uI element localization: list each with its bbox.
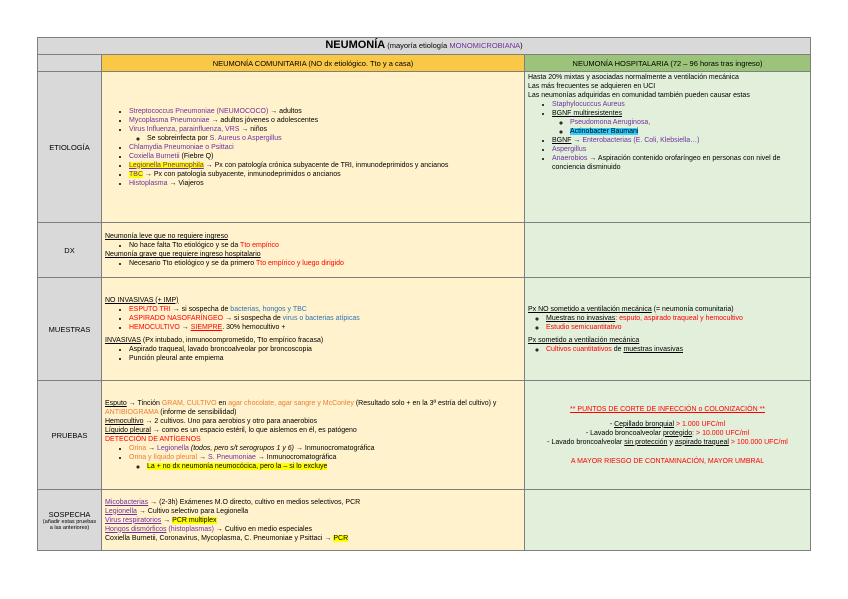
- text-fragment: S. Aureus o Aspergillus: [209, 134, 282, 142]
- list-item: [129, 323, 521, 332]
- text-fragment: Orina: [129, 445, 147, 452]
- list-item: [552, 136, 807, 145]
- text-fragment: ASPIRADO NASOFARÍNGEO: [129, 314, 224, 322]
- text-fragment: La + no dx neumonía neumocócica, pero la – si lo excluye: [147, 463, 328, 470]
- text-fragment: muestras invasivas: [623, 345, 683, 353]
- list-item: [129, 161, 521, 170]
- label-sospecha: [38, 490, 102, 551]
- title-main: NEUMONÍA: [325, 39, 386, 51]
- text-fragment: → Tinción: [126, 400, 162, 407]
- text-fragment: Enterobacterias (E. Coli, Klebsiella…): [582, 137, 700, 144]
- text-fragment: SIEMPRE: [190, 323, 223, 331]
- text-fragment: Anaerobios: [552, 155, 588, 162]
- dx-hospitalaria: [525, 223, 811, 278]
- list-item: [129, 259, 521, 268]
- row-pruebas: [38, 381, 811, 490]
- list-item: [570, 118, 807, 127]
- text-fragment: > 100.000 UFC/ml: [728, 438, 788, 446]
- text-fragment: PCR multiplex: [172, 516, 217, 524]
- text-fragment: Virus respiratorios: [105, 516, 162, 524]
- list-item: [129, 241, 521, 250]
- list-item: [129, 444, 521, 453]
- list-item: [147, 134, 521, 143]
- text-fragment: → si sospecha de: [170, 305, 231, 313]
- text-fragment: protegido: [662, 429, 693, 437]
- text-fragment: (informe de sensibilidad): [158, 409, 237, 416]
- text-fragment: Legionella: [105, 507, 137, 515]
- text-fragment: → Cultivo en medio especiales: [213, 525, 312, 533]
- text-fragment: Coxiella Burnetii: [129, 152, 180, 160]
- list-item: [129, 305, 521, 314]
- text-fragment: ESPUTO TRI: [129, 305, 171, 313]
- row-muestras: [38, 278, 811, 381]
- dx-heading: Neumonía leve que no requiere ingreso: [105, 233, 228, 240]
- label-muestras: MUESTRAS: [38, 278, 102, 381]
- text-fragment: → Aspiración contenido orofaríngeo en personas con nivel de conciencia disminuido: [552, 155, 781, 171]
- sospecha-line: [105, 498, 521, 507]
- text-fragment: bacterias, hongos y TBC: [230, 305, 307, 313]
- pruebas-right-note: A MAYOR RIESGO DE CONTAMINACIÓN, MAYOR UMBRAL: [570, 457, 765, 465]
- etio-right-line: Hasta 20% mixtas y asociadas normalmente a ventilación mecánica: [528, 74, 739, 81]
- list-item: [129, 152, 521, 161]
- text-fragment: Hongos dismórficos: [105, 525, 167, 533]
- text-fragment: BGNF multiresistentes: [552, 110, 623, 117]
- text-fragment: Aspergillus: [552, 146, 587, 153]
- list-item: [129, 116, 521, 125]
- list-item: [129, 170, 521, 179]
- etio-right-line: Las más frecuentes se adquieren en UCI: [528, 83, 656, 90]
- label-sospecha-note: (añadir estas pruebas a las anteriores): [42, 518, 97, 531]
- puntos-corte-title: ** PUNTOS DE CORTE DE INFECCIÓN o COLONIZACIÓN **: [570, 405, 766, 413]
- text-fragment: →: [197, 454, 208, 461]
- text-fragment: Actinobacter Baumani: [570, 128, 639, 135]
- header-row: [38, 55, 811, 72]
- text-fragment: → si sospecha de: [223, 314, 283, 322]
- label-sospecha-text: SOSPECHA: [48, 509, 91, 519]
- text-fragment: Staphylocuccus Aureus: [552, 101, 625, 108]
- text-fragment: de: [611, 345, 624, 353]
- table-title: [38, 38, 811, 55]
- text-fragment: Muestras no invasivas: [546, 314, 616, 322]
- pruebas-right-line: [528, 438, 807, 447]
- text-fragment: Micobacterias: [105, 498, 149, 506]
- text-fragment: → Viajeros: [167, 179, 204, 187]
- list-item: [552, 100, 807, 109]
- pruebas-hospitalaria: [525, 381, 811, 490]
- text-fragment: (todos, pero s/t serogrupos 1 y 6): [188, 445, 294, 452]
- text-fragment: (Fiebre Q): [179, 152, 214, 160]
- list-item: [129, 143, 521, 152]
- title-sub-prefix: (mayoría etiología: [387, 41, 450, 50]
- text-fragment: (Px intubado, inmunocomprometido, Tto empírico fracasa): [140, 336, 324, 344]
- sospecha-line: [105, 534, 521, 543]
- text-fragment: Legionella Pneumophila: [129, 161, 204, 169]
- text-fragment: → niños: [239, 125, 268, 133]
- text-fragment: PCR: [333, 534, 349, 542]
- text-fragment: agar chocolate, agar sangre y McConley: [228, 400, 354, 407]
- text-fragment: →: [571, 137, 583, 144]
- etio-left-list: [105, 107, 521, 188]
- text-fragment: → Px con patología crónica subyacente de TRI, inmunodeprimidos y ancianos: [203, 161, 449, 169]
- etio-right-line: Las neumonías adquiridas en comunidad también pueden causar estas: [528, 92, 750, 99]
- text-fragment: TBC: [129, 170, 143, 178]
- list-item: [570, 127, 807, 136]
- sospecha-comunitaria: [102, 490, 525, 551]
- text-fragment: -: [609, 420, 615, 428]
- sospecha-line: [105, 507, 521, 516]
- text-fragment: GRAM, CULTIVO: [161, 400, 217, 407]
- pruebas-line: [105, 417, 521, 426]
- label-pruebas: PRUEBAS: [38, 381, 102, 490]
- text-fragment: Tto empírico y luego dirigido: [255, 260, 344, 267]
- pruebas-line: [105, 426, 521, 435]
- text-fragment: Líquido pleural: [105, 427, 151, 434]
- muestras-hospitalaria: [525, 278, 811, 381]
- list-item: [546, 345, 807, 354]
- list-item: [147, 462, 521, 471]
- muestras-right-heading: Px sometido a ventilación mecánica: [528, 336, 640, 344]
- text-fragment: : > 10.000 UFC/ml: [692, 429, 750, 437]
- text-fragment: Aspirado traqueal, lavado broncoalveolar por broncoscopia: [129, 345, 312, 353]
- text-fragment: →: [161, 516, 173, 524]
- text-fragment: . 30% hemocultivo +: [222, 323, 286, 331]
- text-fragment: Tto empírico: [240, 242, 279, 249]
- header-comunitaria: NEUMONÍA COMUNITARIA (NO dx etiológico. Tto y a casa): [102, 55, 525, 72]
- text-fragment: → Px con patología subyacente, inmunodeprimidos o ancianos: [143, 170, 341, 178]
- muestras-heading: [105, 336, 521, 345]
- row-etiologia: [38, 72, 811, 223]
- text-fragment: → Inmunocromatográfica: [255, 454, 337, 461]
- text-fragment: sin protección: [624, 438, 668, 446]
- text-fragment: Estudio semicuantitativo: [546, 323, 622, 331]
- header-corner: [38, 55, 102, 72]
- text-fragment: y: [667, 438, 675, 446]
- text-fragment: (histoplasmas): [166, 525, 214, 533]
- text-fragment: > 1.000 UFC/ml: [674, 420, 726, 428]
- text-fragment: Px NO sometido a ventilación mecánica: [528, 305, 652, 313]
- text-fragment: Coxiella Burnetii, Coronavirus, Mycoplasma, C. Pneumoniae y Psittaci: [105, 534, 323, 542]
- title-sub-highlight: MONOMICROBIANA: [449, 41, 521, 50]
- title-row: [38, 38, 811, 55]
- pruebas-line: DETECCIÓN DE ANTÍGENOS: [105, 436, 201, 443]
- header-hospitalaria: NEUMONÍA HOSPITALARIA (72 – 96 horas tras ingreso): [525, 55, 811, 72]
- title-sub-suffix: ): [520, 41, 523, 50]
- text-fragment: Chlamydia Pneumoniae o Psittaci: [129, 143, 234, 151]
- text-fragment: (= neumonía comunitaria): [651, 305, 734, 313]
- text-fragment: →: [146, 445, 158, 452]
- dx-comunitaria: [102, 223, 525, 278]
- text-fragment: en: [216, 400, 229, 407]
- text-fragment: → adultos: [268, 107, 302, 115]
- text-fragment: Pseudomona Aeruginosa,: [570, 119, 651, 126]
- pruebas-right-line: [528, 420, 807, 429]
- list-item: [129, 107, 521, 116]
- text-fragment: HEMOCULTIVO: [129, 323, 180, 331]
- text-fragment: Streptococcus Pneumoniae (NEUMOCOCO): [129, 107, 269, 115]
- sospecha-hospitalaria: [525, 490, 811, 551]
- text-fragment: INVASIVAS: [105, 336, 141, 344]
- neumonia-table: [37, 37, 811, 551]
- muestras-heading: NO INVASIVAS (+ IMP): [105, 296, 179, 304]
- muestras-comunitaria: [102, 278, 525, 381]
- sospecha-line: [105, 516, 521, 525]
- list-item: [129, 314, 521, 323]
- dx-heading: Neumonía grave que requiere ingreso hospitalario: [105, 251, 261, 258]
- text-fragment: → Inmunocromatográfica: [294, 445, 375, 452]
- sospecha-line: [105, 525, 521, 534]
- text-fragment: → como es un espacio estéril, lo que aislemos en él, es patógeno: [150, 427, 357, 434]
- text-fragment: → Cultivo selectivo para Legionella: [136, 507, 249, 515]
- list-item: [552, 109, 807, 136]
- text-fragment: Se sobreinfecta por: [147, 134, 210, 142]
- text-fragment: → 2 cultivos. Uno para aerobios y otro para anaerobios: [143, 418, 318, 425]
- text-fragment: (Resultado solo + en la 3ª estría del cultivo) y: [353, 400, 497, 407]
- pruebas-comunitaria: [102, 381, 525, 490]
- text-fragment: Legionella: [157, 445, 189, 452]
- text-fragment: Necesario Tto etiológico y se da primero: [129, 260, 256, 267]
- pruebas-line: [105, 399, 521, 417]
- etio-right-list: [528, 100, 807, 172]
- text-fragment: → (2-3h) Exámenes M.O directo, cultivo en medios selectivos, PCR: [148, 498, 361, 506]
- text-fragment: Punción pleural ante empiema: [129, 354, 224, 362]
- text-fragment: BGNF: [552, 137, 572, 144]
- text-fragment: →: [179, 323, 191, 331]
- row-sospecha: [38, 490, 811, 551]
- list-item: [552, 154, 807, 172]
- text-fragment: Mycoplasma Pneumoniae: [129, 116, 210, 124]
- list-item: [546, 314, 807, 323]
- text-fragment: Histoplasma: [129, 179, 168, 187]
- text-fragment: - Lavado broncoalveolar: [547, 438, 625, 446]
- list-item: [129, 345, 521, 354]
- text-fragment: Cepillado bronquial: [614, 420, 675, 428]
- text-fragment: → adultos jóvenes o adolescentes: [209, 116, 319, 124]
- text-fragment: →: [322, 534, 334, 542]
- text-fragment: virus o bacterias atípicas: [282, 314, 360, 322]
- list-item: [129, 179, 521, 188]
- text-fragment: Orina y líquido pleural: [129, 454, 198, 461]
- row-dx: [38, 223, 811, 278]
- etiologia-hospitalaria: [525, 72, 811, 223]
- text-fragment: aspirado traqueal: [674, 438, 729, 446]
- text-fragment: No hace falta Tto etiológico y se da: [129, 242, 241, 249]
- pruebas-right-line: [528, 429, 807, 438]
- text-fragment: Virus Influenza, parainfluenza, VRS: [129, 125, 240, 133]
- list-item: [129, 354, 521, 363]
- list-item: [552, 145, 807, 154]
- label-dx: DX: [38, 223, 102, 278]
- muestras-right-heading: [528, 305, 807, 314]
- label-etiologia: ETIOLOGÍA: [38, 72, 102, 223]
- list-item: [129, 125, 521, 143]
- text-fragment: Cultivos cuantitativos: [546, 345, 612, 353]
- list-item: [546, 323, 807, 332]
- text-fragment: Hemocultivo: [105, 418, 144, 425]
- text-fragment: Esputo: [105, 400, 127, 407]
- list-item: [129, 453, 521, 471]
- text-fragment: - Lavado broncoalveolar: [585, 429, 663, 437]
- text-fragment: S. Pneumoniae: [207, 454, 256, 461]
- text-fragment: : esputo, aspirado traqueal y hemocultivo: [615, 314, 743, 322]
- etiologia-comunitaria: [102, 72, 525, 223]
- text-fragment: ANTIBIOGRAMA: [105, 409, 159, 416]
